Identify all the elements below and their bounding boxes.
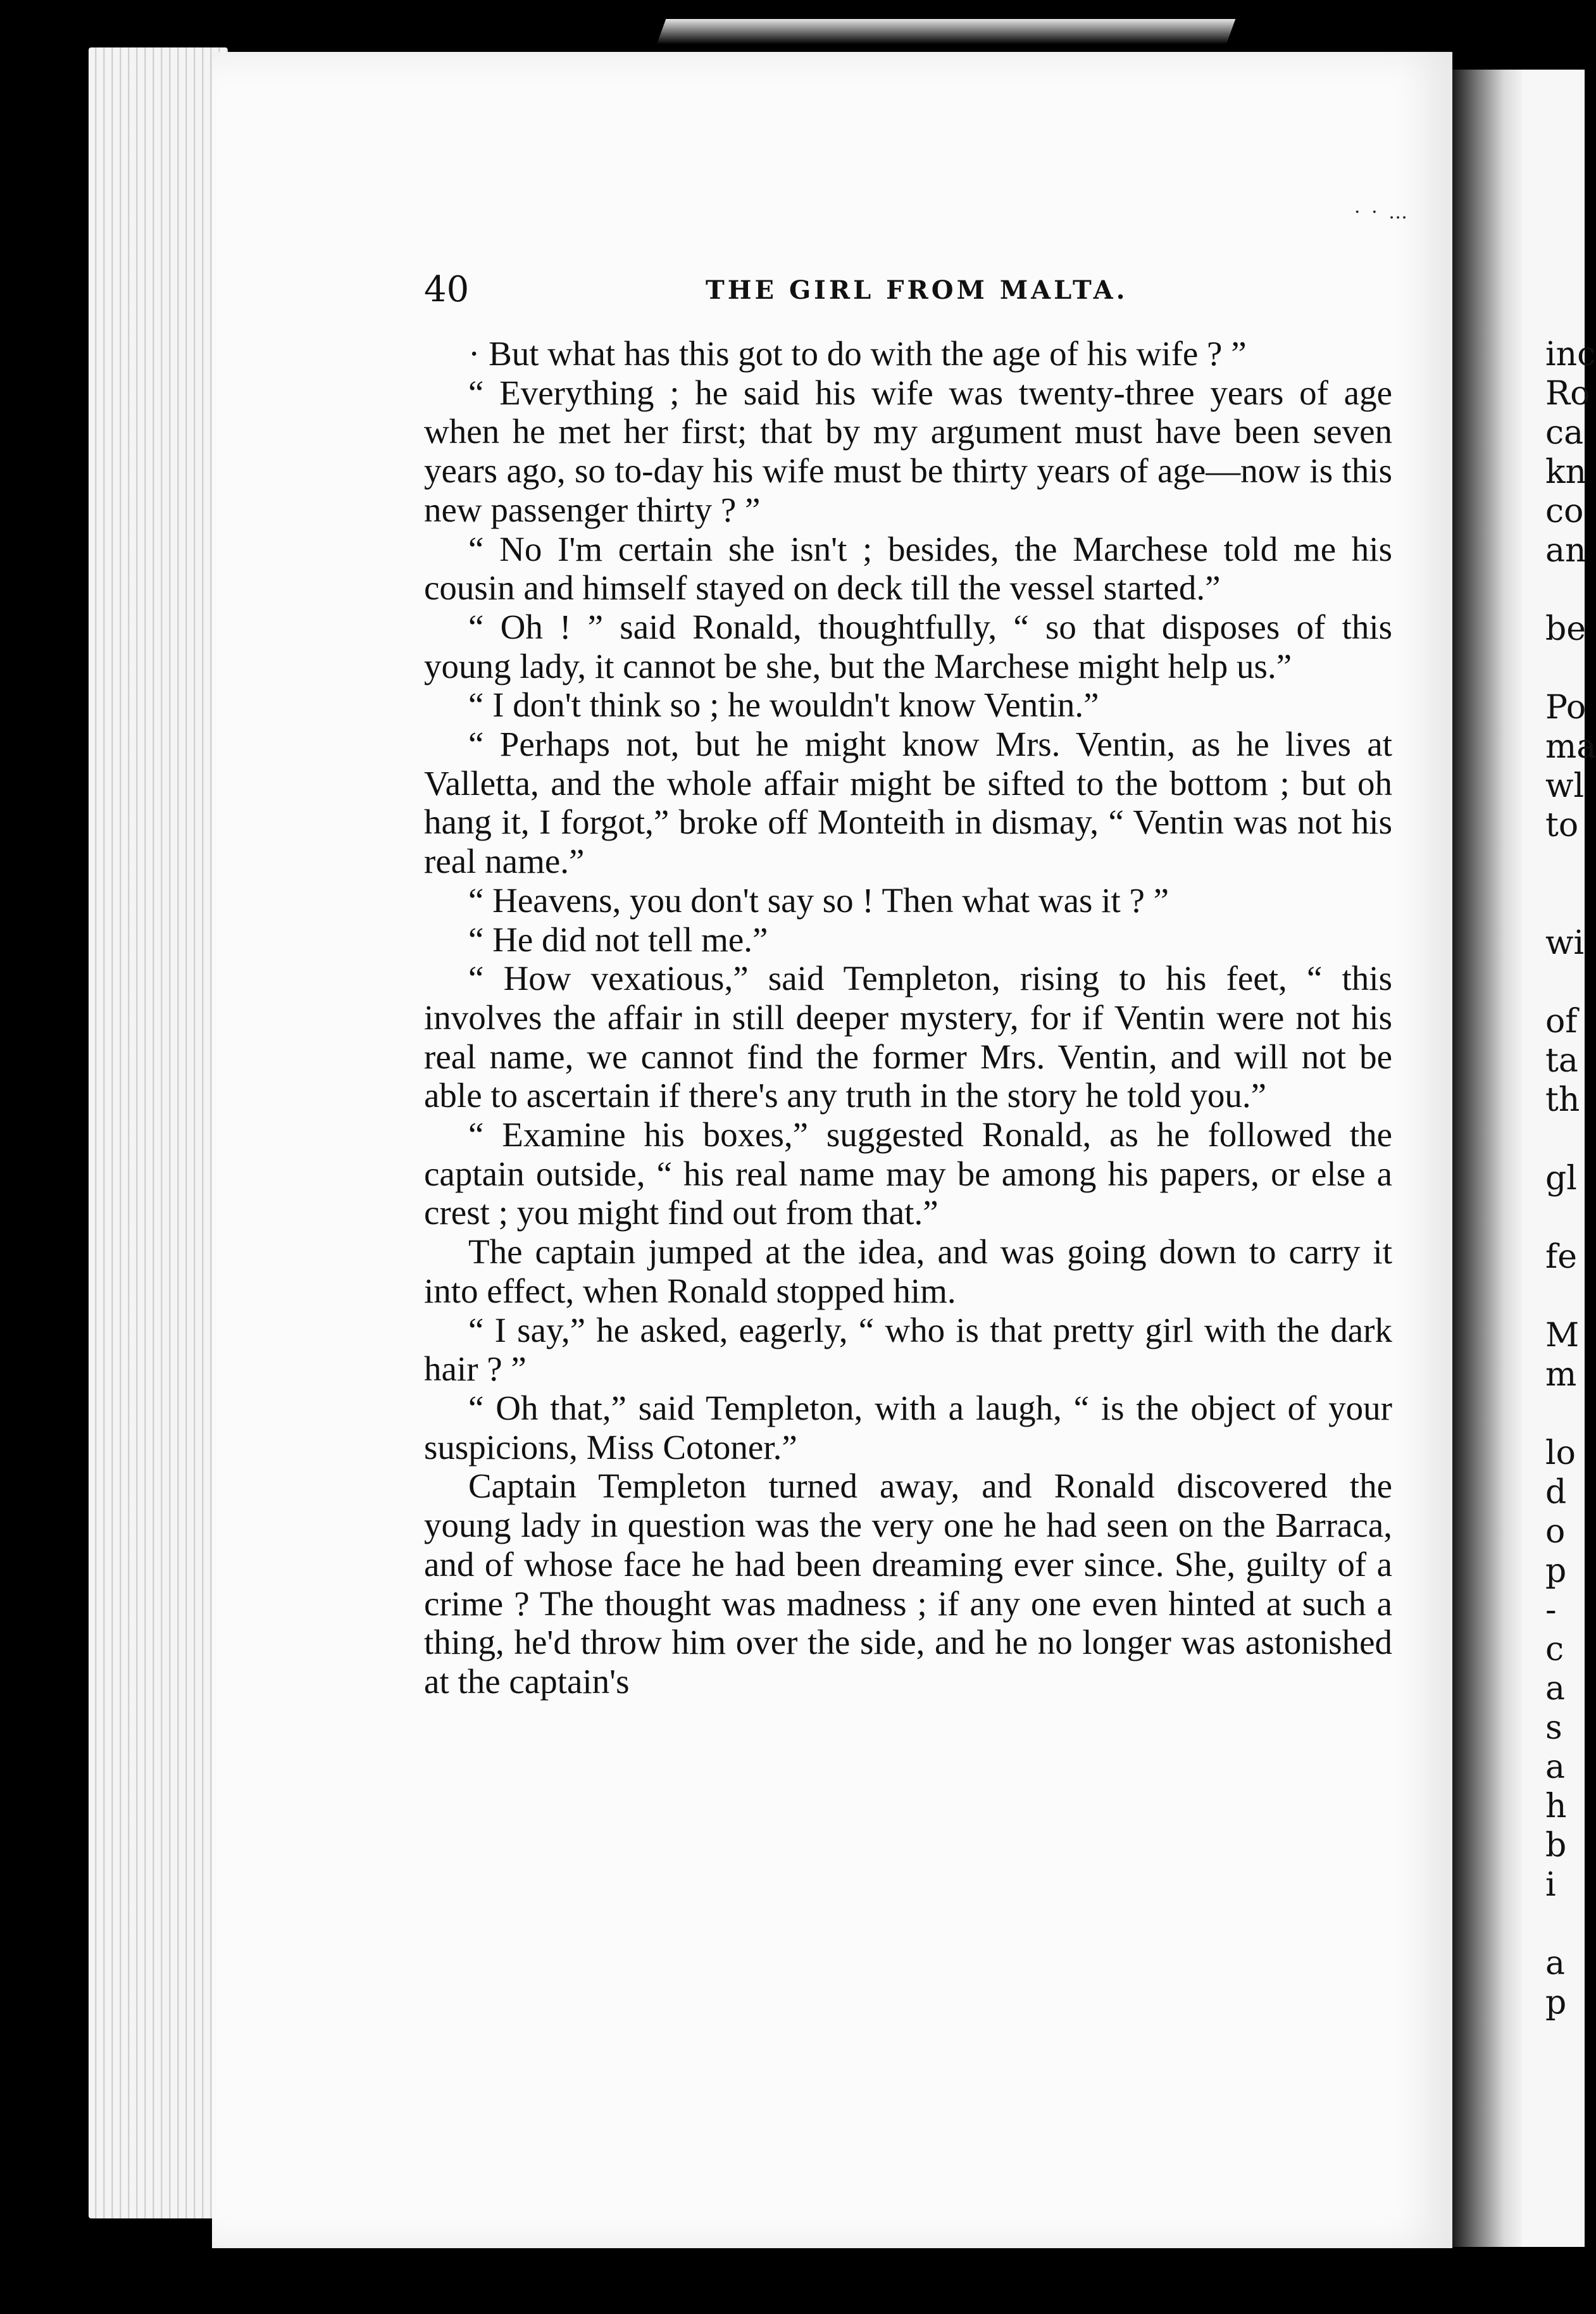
facing-page-fragment xyxy=(1522,70,1596,2247)
facing-page-line-fragment: ta xyxy=(1545,1042,1578,1080)
facing-page-line-fragment: wi xyxy=(1545,924,1585,962)
facing-page-line-fragment: be xyxy=(1545,610,1587,648)
paragraph: “ Everything ; he said his wife was twenty-three years of age when he met her first; that by my argument must have been seven years ago, so to-day his wife must be thirty years of age—now is this new passenger thirty ? ” xyxy=(424,373,1392,529)
facing-page-line-fragment: a xyxy=(1545,1670,1566,1708)
facing-page-line-fragment: - xyxy=(1545,1591,1557,1629)
facing-page-line-fragment: p xyxy=(1545,1984,1567,2022)
facing-page-line-fragment: h xyxy=(1545,1787,1567,1825)
paragraph: “ How vexatious,” said Templeton, rising to his feet, “ this involves the affair in still deeper mystery, for if Ventin were not his real name, we cannot find the former Mrs. Ventin, and will not be able to ascertain if there's any truth in the story he told you.” xyxy=(424,959,1392,1115)
page-header xyxy=(424,269,1391,313)
facing-page-line-fragment: kn xyxy=(1545,453,1587,491)
page-top-glare xyxy=(657,19,1236,44)
facing-page-line-fragment: ma xyxy=(1545,728,1596,766)
facing-page-line-fragment: i xyxy=(1545,1866,1556,1904)
paragraph: “ Oh ! ” said Ronald, thoughtfully, “ so that disposes of this young lady, it cannot be she, but the Marchese might help us.” xyxy=(424,607,1392,685)
facing-page-line-fragment: a xyxy=(1545,1748,1566,1786)
facing-page-line-fragment: th xyxy=(1545,1081,1580,1119)
paragraph: “ Oh that,” said Templeton, with a laugh, “ is the object of your suspicions, Miss Cotoner.” xyxy=(424,1388,1392,1467)
running-title: THE GIRL FROM MALTA. xyxy=(706,275,1128,305)
facing-page-line-fragment: Ro xyxy=(1545,375,1590,413)
facing-page-line-fragment: M xyxy=(1545,1316,1580,1354)
book-gutter-shadow xyxy=(1452,70,1522,2247)
paragraph: “ No I'm certain she isn't ; besides, the Marchese told me his cousin and himself stayed on deck till the vessel started.” xyxy=(424,529,1392,608)
facing-page-line-fragment: lo xyxy=(1545,1434,1576,1472)
facing-page-line-fragment: p xyxy=(1545,1552,1567,1590)
facing-page-line-fragment: of xyxy=(1545,1003,1578,1041)
paragraph: The captain jumped at the idea, and was going down to carry it into effect, when Ronald stopped him. xyxy=(424,1232,1392,1310)
paragraph: “ Examine his boxes,” suggested Ronald, as he followed the captain outside, “ his real name may be among his papers, or else a crest ; you might find out from that.” xyxy=(424,1115,1392,1232)
paragraph: “ I say,” he asked, eagerly, “ who is that pretty girl with the dark hair ? ” xyxy=(424,1310,1392,1389)
facing-page-line-fragment: a xyxy=(1545,1944,1566,1982)
facing-page-line-fragment: inc xyxy=(1545,335,1596,373)
facing-page-line-fragment: c xyxy=(1545,1630,1564,1668)
paragraph: “ Perhaps not, but he might know Mrs. Ventin, as he lives at Valletta, and the whole affair might be sifted to the bottom ; but oh hang it, I forgot,” broke off Monteith in dismay, “ Ventin was not his real name.” xyxy=(424,725,1392,881)
facing-page-line-fragment: an xyxy=(1545,532,1587,570)
facing-page-line-fragment: b xyxy=(1545,1827,1567,1865)
facing-page-line-fragment: m xyxy=(1545,1356,1577,1394)
paragraph: · But what has this got to do with the age of his wife ? ” xyxy=(468,334,1247,373)
facing-page-line-fragment: ca xyxy=(1545,414,1584,452)
facing-page-line-fragment: gl xyxy=(1545,1160,1577,1198)
book-page-edges xyxy=(89,47,228,2218)
facing-page-line-fragment: co xyxy=(1545,492,1584,530)
body-text xyxy=(424,334,1392,1701)
facing-page-line-fragment: wl xyxy=(1545,767,1585,805)
facing-page-line-fragment: s xyxy=(1545,1709,1562,1747)
facing-page-line-fragment: fe xyxy=(1545,1238,1578,1276)
facing-page-line-fragment: Po xyxy=(1545,689,1587,727)
facing-page-line-fragment: o xyxy=(1545,1513,1566,1551)
paragraph: Captain Templeton turned away, and Ronald discovered the young lady in question was the very one he had seen on the Barraca, and of whose face he had been dreaming ever since. She, guilty of a crime ? The thought was madness ; if any one even hinted at such a thing, he'd throw him over the side, and he no longer was astonished at the captain's xyxy=(424,1467,1392,1701)
page-number: 40 xyxy=(424,269,470,310)
paragraph: “ Heavens, you don't say so ! Then what was it ? ” xyxy=(468,880,1169,920)
facing-page-line-fragment: d xyxy=(1545,1473,1567,1511)
facing-page-line-fragment: to xyxy=(1545,806,1579,844)
corner-marks: · · … xyxy=(1354,201,1411,223)
paragraph: “ I don't think so ; he wouldn't know Ventin.” xyxy=(468,685,1099,725)
paragraph: “ He did not tell me.” xyxy=(468,920,768,959)
